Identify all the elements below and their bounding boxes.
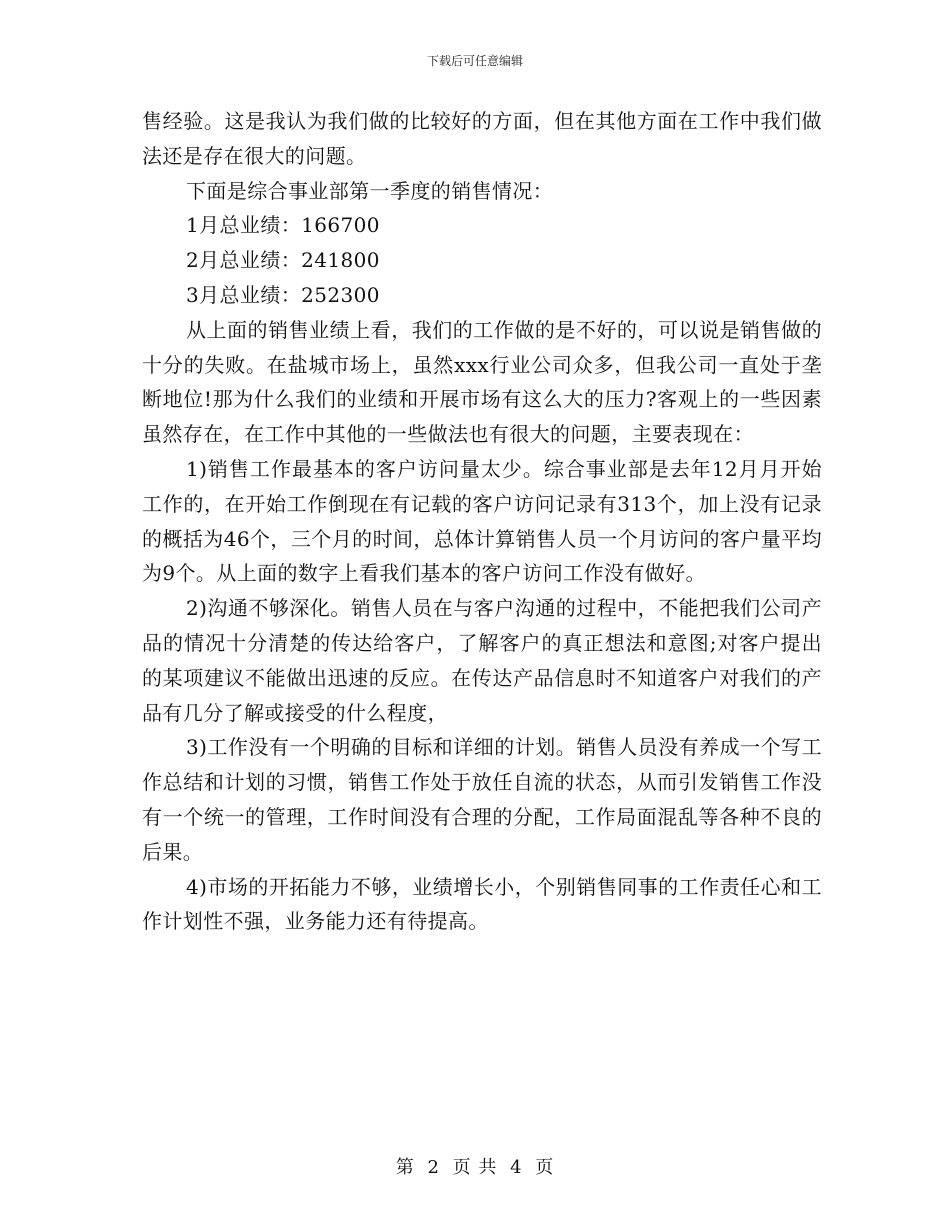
paragraph-4: 3月总业绩：252300 <box>186 282 380 307</box>
paragraph-1: 下面是综合事业部第一季度的销售情况： <box>186 178 554 203</box>
footer-page-number: 2 <box>427 1157 440 1178</box>
footer-total-pages: 4 <box>510 1157 523 1178</box>
paragraph-5: 从上面的销售业绩上看，我们的工作做的是不好的，可以说是销售做的十分的失败。在盐城市场上，虽然xxx行业公司众多，但我公司一直处于垄断地位!那为什么我们的业绩和开展市场有这么大的压力?客观上的一些因素虽然存在，在工作中其他的一些做法也有很大的问题，主要表现在： <box>142 317 822 447</box>
paragraph-9: 4)市场的开拓能力不够，业绩增长小，个别销售同事的工作责任心和工作计划性不强，业务能力还有待提高。 <box>142 874 822 934</box>
footer-middle: 页 共 <box>452 1157 498 1178</box>
footer-prefix: 第 <box>395 1157 415 1178</box>
page-footer <box>0 1153 950 1179</box>
paragraph-2: 1月总业绩：166700 <box>186 213 380 238</box>
paragraph-7: 2)沟通不够深化。销售人员在与客户沟通的过程中，不能把我们公司产品的情况十分清楚的传达给客户，了解客户的真正想法和意图;对客户提出的某项建议不能做出迅速的反应。在传达产品信息时不知道客户对我们的产品有几分了解或接受的什么程度， <box>142 596 822 725</box>
document-body <box>142 104 822 939</box>
footer-suffix: 页 <box>535 1157 555 1178</box>
paragraph-0: 售经验。这是我认为我们做的比较好的方面，但在其他方面在工作中我们做法还是存在很大的问题。 <box>142 109 822 168</box>
page-header: 下载后可任意编辑 <box>426 54 523 68</box>
paragraph-6: 1)销售工作最基本的客户访问量太少。综合事业部是去年12月月开始工作的，在开始工作倒现在有记载的客户访问记录有313个，加上没有记录的概括为46个，三个月的时间，总体计算销售人员一个月访问的客户量平均为9个。从上面的数字上看我们基本的客户访问工作没有做好。 <box>142 456 822 586</box>
paragraph-8: 3)工作没有一个明确的目标和详细的计划。销售人员没有养成一个写工作总结和计划的习惯，销售工作处于放任自流的状态，从而引发销售工作没有一个统一的管理，工作时间没有合理的分配，工作局面混乱等各种不良的后果。 <box>142 735 822 864</box>
paragraph-3: 2月总业绩：241800 <box>186 248 380 273</box>
